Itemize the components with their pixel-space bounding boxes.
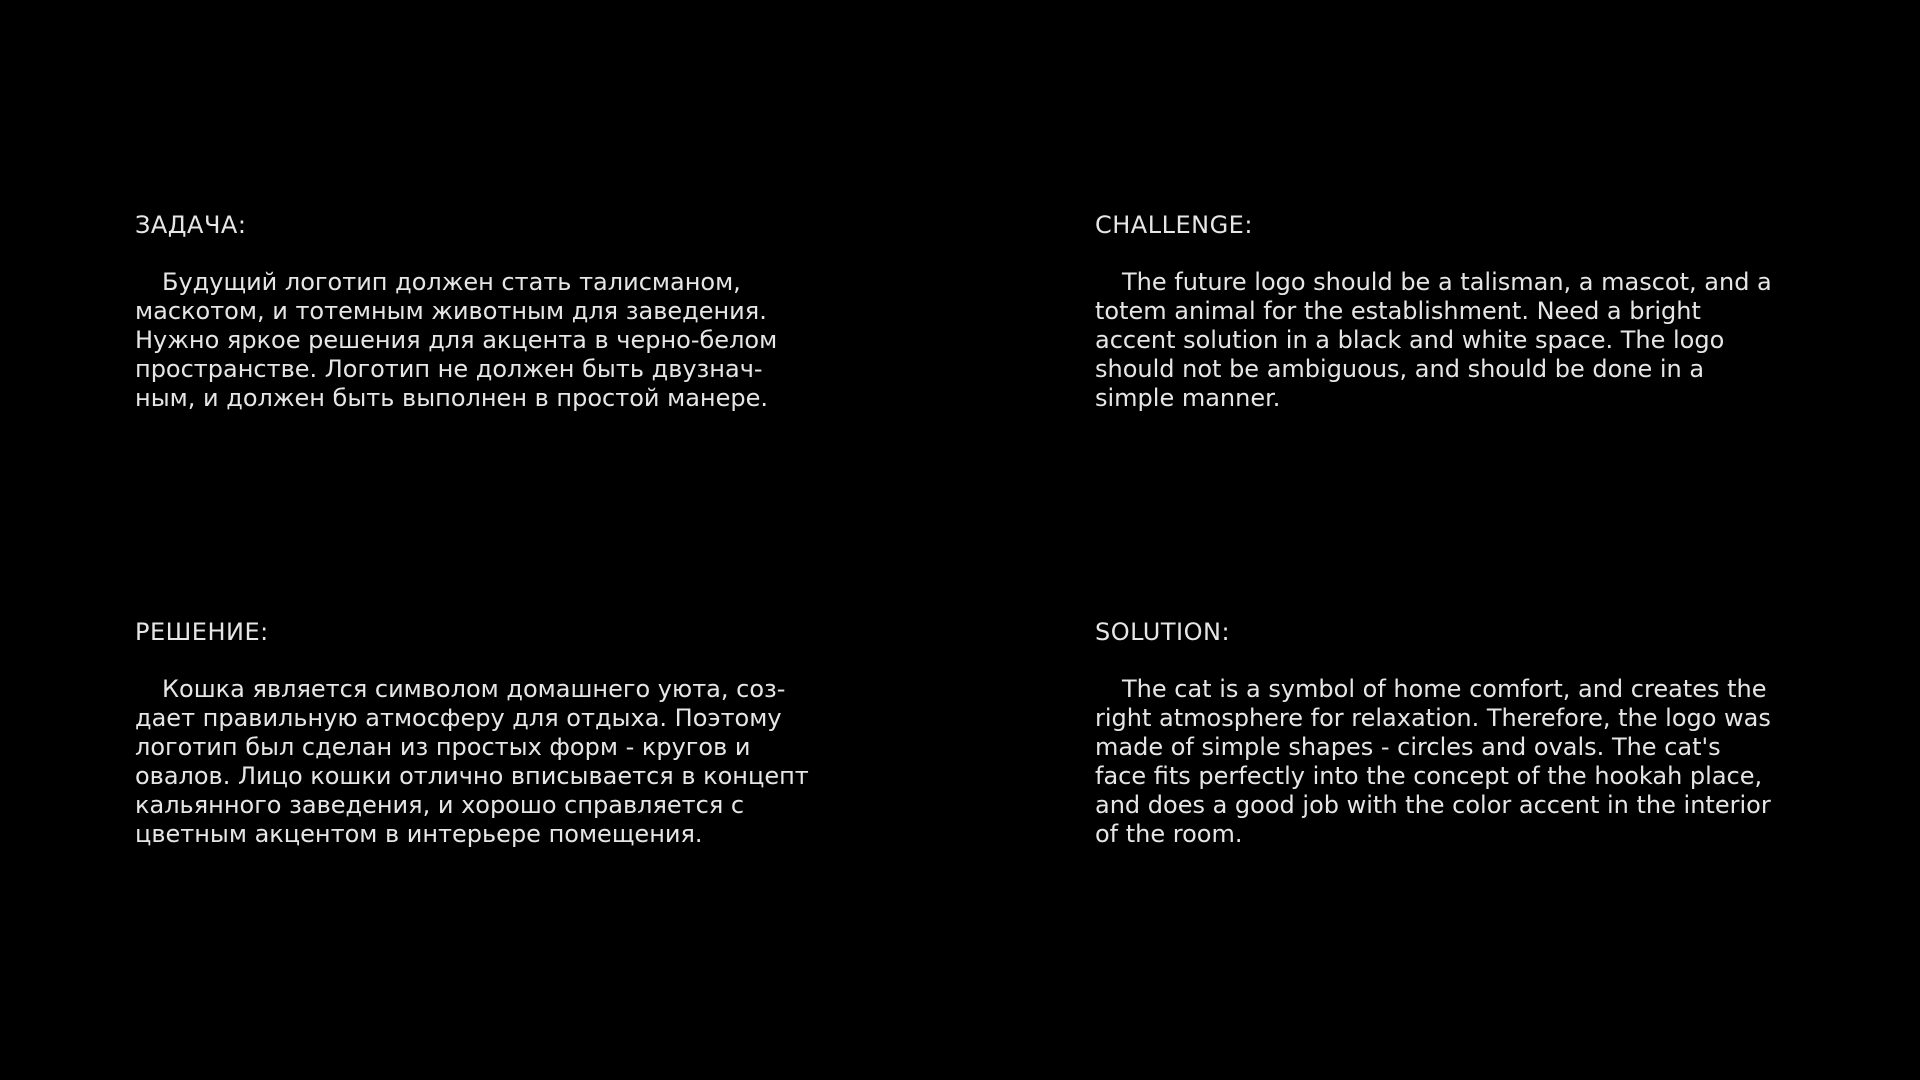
en-challenge-line: should not be ambiguous, and should be done in a: [1095, 355, 1705, 383]
ru-solution-line: Кошка является символом домашнего уюта, соз-: [162, 675, 786, 703]
ru-challenge-section: [135, 210, 855, 413]
en-solution-paragraph: [1095, 675, 1815, 849]
ru-solution-line: логотип был сделан из простых форм - кругов и: [135, 733, 751, 761]
ru-challenge-line: пространстве. Логотип не должен быть двузнач-: [135, 355, 763, 383]
en-challenge-line: simple manner.: [1095, 384, 1281, 412]
en-solution-line: of the room.: [1095, 820, 1243, 848]
ru-solution-section: [135, 617, 855, 849]
en-challenge-line: totem animal for the establishment. Need a bright: [1095, 297, 1701, 325]
ru-challenge-heading: ЗАДАЧА:: [135, 211, 247, 239]
en-solution-line: and does a good job with the color accent in the interior: [1095, 791, 1771, 819]
ru-challenge-paragraph: [135, 268, 855, 413]
ru-solution-line: овалов. Лицо кошки отлично вписывается в концепт: [135, 762, 809, 790]
en-challenge-heading: CHALLENGE:: [1095, 211, 1253, 239]
ru-challenge-line: ным, и должен быть выполнен в простой манере.: [135, 384, 769, 412]
ru-challenge-line: Нужно яркое решения для акцента в черно-белом: [135, 326, 778, 354]
ru-solution-heading: РЕШЕНИЕ:: [135, 618, 269, 646]
en-challenge-line: The future logo should be a talisman, a mascot, and a: [1122, 268, 1772, 296]
en-solution-heading: SOLUTION:: [1095, 618, 1231, 646]
en-challenge-paragraph: [1095, 268, 1815, 413]
en-solution-section: [1095, 617, 1815, 849]
en-challenge-section: [1095, 210, 1815, 413]
en-solution-line: right atmosphere for relaxation. Therefore, the logo was: [1095, 704, 1771, 732]
ru-solution-line: цветным акцентом в интерьере помещения.: [135, 820, 703, 848]
en-solution-line: made of simple shapes - circles and ovals. The cat's: [1095, 733, 1721, 761]
ru-challenge-line: маскотом, и тотемным животным для заведения.: [135, 297, 767, 325]
ru-solution-line: кальянного заведения, и хорошо справляется с: [135, 791, 745, 819]
en-challenge-line: accent solution in a black and white space. The logo: [1095, 326, 1725, 354]
en-solution-line: The cat is a symbol of home comfort, and creates the: [1122, 675, 1767, 703]
ru-solution-line: дает правильную атмосферу для отдыха. Поэтому: [135, 704, 782, 732]
ru-challenge-line: Будущий логотип должен стать талисманом,: [162, 268, 741, 296]
en-solution-line: face fits perfectly into the concept of the hookah place,: [1095, 762, 1763, 790]
ru-solution-paragraph: [135, 675, 855, 849]
